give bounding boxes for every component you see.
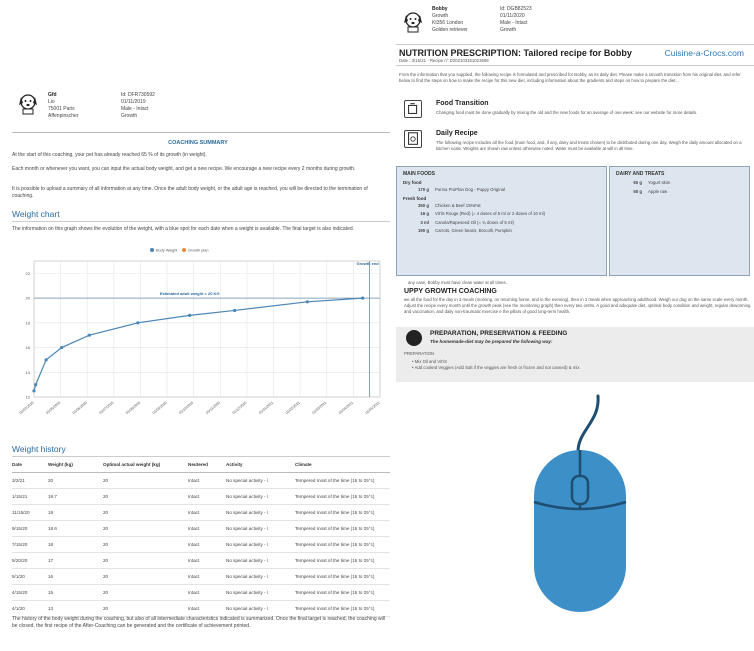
daily-text: The following recipe includes all the food (main food, and, if any, dairy and treats chosen) to be distributed during one day. Weigh the daily amount allocated on a kitchen scale. Weights are shown raw unless otherwise noted. Water must be available at will in all time. xyxy=(436,140,742,151)
table-cell: 19.7 xyxy=(48,494,57,499)
plot-frame xyxy=(34,261,380,397)
y-tick-label: 18 xyxy=(25,320,30,326)
pet-name: Bobby xyxy=(432,6,448,12)
table-cell: 20 xyxy=(103,510,109,515)
y-tick-label: 12 xyxy=(25,394,30,400)
column-header: Weight (kg) xyxy=(48,462,73,467)
food-transition-section xyxy=(404,100,754,126)
weight-chart-text: The information on this graph shows the evolution of the weight, with a blue spot for each date when a weight is available. The final target is also indicated. xyxy=(12,226,355,232)
scale-icon xyxy=(404,130,422,148)
legend-swatch xyxy=(150,248,154,252)
pet-header xyxy=(396,3,754,43)
weight-history-table xyxy=(12,457,390,617)
dairy-row xyxy=(616,189,743,195)
prep-label: PREPARATION xyxy=(404,351,435,356)
coaching-p1: At the start of this coaching, your pet has already reached 65 % of its growth (in weight). xyxy=(12,152,207,158)
x-tick-label: 01/01/2021 xyxy=(258,400,275,416)
y-tick-label: 20 xyxy=(25,295,30,301)
data-point xyxy=(34,383,37,386)
fresh-food-row xyxy=(403,228,600,234)
quantity: 190 g xyxy=(418,228,429,233)
table-cell: Intact xyxy=(188,590,200,595)
quantity: 350 g xyxy=(418,202,429,208)
column-header: Neutered xyxy=(188,462,208,467)
x-tick-label: 01/09/2020 xyxy=(151,400,168,416)
column-header: Date xyxy=(12,462,22,467)
pet-id: Id: DFR730592 xyxy=(121,92,155,98)
data-point xyxy=(233,309,236,312)
table-row xyxy=(12,489,390,505)
recipe-subtitle: Date : 3/15/21 - Recipe n° D202103151023608 xyxy=(399,58,489,63)
table-cell: Tempered most of the time (15 to 25°c) xyxy=(295,526,375,531)
history-title: Weight history xyxy=(12,444,66,454)
puppy-text: we all the food for the day in 3 meals (morning, on returning home, and in the evening), then in 2 meals when approaching adulthood. Weigh our dog on the same scale every month. Adjust the recipe every month until the growth peak (see the monitoring graph) then every two onths. A good and adequate diet, optimal body condition and weight, regular deworming and vaccination, and daily non-traumatic exercise e the pillars of good long-term health. xyxy=(404,297,751,314)
table-cell: 11/15/20 xyxy=(12,510,30,515)
mouse-wheel xyxy=(572,476,588,504)
table-cell: No special activity - / xyxy=(226,606,269,611)
column-header: Optimal actual weight (kg) xyxy=(103,462,161,467)
table-cell: No special activity - / xyxy=(226,590,269,595)
x-tick-label: 01/11/2020 xyxy=(205,400,221,415)
table-cell: Intact xyxy=(188,494,200,499)
data-point xyxy=(45,358,48,361)
table-cell: 5/1/20 xyxy=(12,574,25,579)
main-foods-box xyxy=(396,166,607,276)
intro-text: From the information that you supplied, the following recipe is formulated and prescribed for Bobby, as its daily diet. Please make a smooth transition from his original diet, and refer below to find the steps on how to make the recipe for this new diet, including information about the gradients and steps on how to prepare the diet... xyxy=(399,72,741,83)
transition-text: Changing food must be done gradually by mixing the old and the new foods for an average of one week: see our website for more details. xyxy=(436,110,698,115)
coaching-p2: Each month or whenever you want, you can input the actual body weight, and get a new recipe. We encourage a new recipe every 2 months during growth. xyxy=(12,166,356,172)
table-cell: 3/2/21 xyxy=(12,478,25,483)
table-cell: 20 xyxy=(103,558,109,563)
x-tick-label: 01/10/2020 xyxy=(178,400,195,416)
growth-end-label: Growth end xyxy=(356,261,379,266)
quantity: 60 g xyxy=(633,180,642,185)
pet-name: Gfd xyxy=(48,92,57,98)
quantity: 16 g xyxy=(420,211,429,216)
table-cell: 20 xyxy=(103,526,109,531)
mouse-cable xyxy=(578,396,598,452)
ingredient: Chicken & Beef 15%Fat xyxy=(435,202,481,208)
prep-sub: The homemade-diet may be prepared the following way: xyxy=(430,339,553,344)
table-row xyxy=(12,569,390,585)
table-cell: No special activity - / xyxy=(226,558,269,563)
dairy-list xyxy=(616,180,743,194)
pet-id: Id: DGB82523 xyxy=(500,6,532,12)
table-row xyxy=(12,473,390,489)
prep-section xyxy=(396,327,754,382)
table-cell: Intact xyxy=(188,510,200,515)
table-cell: 20 xyxy=(103,494,109,499)
table-cell: 13 xyxy=(48,606,54,611)
page-title: NUTRITION PRESCRIPTION: Tailored recipe for Bobby xyxy=(399,48,632,58)
history-footer: The history of the body weight during the coaching, but also of all intermediate characteristics indicated is summarized. Once the final target is reached, the coaching will be closed, the first recipe of the After-Coaching can be generated and the certificate of achievement printed. xyxy=(12,616,385,629)
dry-food-row xyxy=(403,187,600,193)
divider xyxy=(12,132,390,133)
prep-steps xyxy=(412,359,580,371)
prep-step: • Mix Oil and Vit'iS xyxy=(412,359,447,364)
ingredient: Apple raw xyxy=(648,188,668,194)
ingredient: Carrots, Green beans, Brocolli, Pumpkin xyxy=(435,228,512,233)
table-cell: 5/20/20 xyxy=(12,558,28,563)
table-cell: 18 xyxy=(48,542,54,547)
brand-logo: Cuisine-a-Crocs.com xyxy=(664,48,744,58)
dry-food-list xyxy=(403,187,600,193)
table-row xyxy=(12,521,390,537)
table-cell: Intact xyxy=(188,574,200,579)
table-cell: Tempered most of the time (15 to 25°c) xyxy=(295,478,375,483)
daily-heading: Daily Recipe xyxy=(436,130,478,137)
x-tick-label: 01/05/2021 xyxy=(364,400,381,416)
y-tick-label: 14 xyxy=(25,369,30,375)
table-cell: Intact xyxy=(188,558,200,563)
x-tick-label: 01/08/2020 xyxy=(125,400,142,416)
table-cell: 15 xyxy=(48,590,54,595)
main-foods-heading: MAIN FOODS xyxy=(403,171,435,177)
table-row xyxy=(12,585,390,601)
pet-birth: 01/11/2019 xyxy=(121,99,146,105)
table-cell: 9/15/20 xyxy=(12,526,28,531)
table-cell: Intact xyxy=(188,606,200,611)
data-point xyxy=(60,346,63,349)
pet-birth: 01/11/2020 xyxy=(500,13,525,19)
pet-age: Growth xyxy=(432,13,449,19)
ingredient: Canola/Rapeseed Oil (= ¾ doses of 5 ml) xyxy=(435,219,514,225)
data-point xyxy=(306,300,309,303)
y-tick-label: 22 xyxy=(25,270,30,276)
table-cell: Intact xyxy=(188,526,200,531)
pet-sex: Male - Intact xyxy=(121,106,149,112)
chef-icon xyxy=(406,330,422,346)
ingredient: Purina ProPlan Dog - Puppy Original xyxy=(435,187,505,192)
table-cell: No special activity - / xyxy=(226,574,269,579)
fresh-food-list xyxy=(403,203,600,234)
table-cell: Intact xyxy=(188,542,200,547)
dairy-treats-box xyxy=(609,166,750,276)
x-tick-label: 01/05/2020 xyxy=(45,400,62,416)
coaching-title: COACHING SUMMARY xyxy=(168,140,228,146)
dog-icon xyxy=(16,91,40,115)
puppy-heading: UPPY GROWTH COACHING xyxy=(404,288,497,295)
pet-owner: Lio xyxy=(48,99,55,105)
table-row xyxy=(12,601,390,617)
table-row xyxy=(12,553,390,569)
title-bar xyxy=(396,44,754,66)
table-cell: Tempered most of the time (15 to 25°c) xyxy=(295,606,375,611)
table-cell: Tempered most of the time (15 to 25°c) xyxy=(295,510,375,515)
data-point xyxy=(32,389,35,392)
x-tick-label: 01/03/2021 xyxy=(311,400,328,416)
pet-stage: Growth xyxy=(500,27,517,33)
table-cell: 20 xyxy=(103,542,109,547)
target-label: Estimated adult weight = 20 KG xyxy=(159,291,220,297)
dog-icon xyxy=(401,9,425,33)
table-cell: No special activity - / xyxy=(226,510,269,515)
table-cell: Tempered most of the time (15 to 25°c) xyxy=(295,574,375,579)
dairy-heading: DAIRY AND TREATS xyxy=(616,171,665,177)
prep-heading: PREPARATION, PRESERVATION & FEEDING xyxy=(430,330,568,337)
x-tick-label: 01/12/2020 xyxy=(231,400,248,416)
body-weight-line xyxy=(34,298,363,391)
table-cell: 20 xyxy=(103,478,109,483)
data-point xyxy=(188,314,191,317)
ingredient: Yogurt skim xyxy=(648,180,671,185)
fresh-food-row xyxy=(403,220,600,226)
table-cell: 20 xyxy=(103,574,109,579)
pet-address: 75001 Paris xyxy=(48,106,75,112)
table-cell: 7/15/20 xyxy=(12,542,28,547)
table-cell: Intact xyxy=(188,478,200,483)
weight-chart xyxy=(12,245,392,443)
y-tick-label: 16 xyxy=(25,345,30,351)
table-cell: 17 xyxy=(48,558,54,563)
weight-chart-title: Weight chart xyxy=(12,209,60,219)
x-tick-label: 01/07/2020 xyxy=(98,400,115,416)
table-cell: Tempered most of the time (15 to 25°c) xyxy=(295,542,375,547)
table-cell: 4/1/20 xyxy=(12,606,25,611)
x-tick-label: 01/04/2021 xyxy=(338,400,355,416)
daily-recipe-section xyxy=(404,130,754,164)
data-point xyxy=(361,296,364,299)
nutrition-prescription-doc xyxy=(396,0,754,382)
pet-stage: Growth xyxy=(121,113,138,119)
table-cell: 16 xyxy=(48,574,54,579)
computer-mouse-icon xyxy=(520,390,650,625)
column-header: Climate xyxy=(295,462,312,467)
table-cell: Tempered most of the time (15 to 25°c) xyxy=(295,558,375,563)
table-cell: 20 xyxy=(103,590,109,595)
coaching-p3: It is possible to upload a summary of all information at any time. Once the adult body weight, or the adult age is reached, you will be directed to the termination of coaching. xyxy=(12,186,368,199)
pet-sex: Male - Intact xyxy=(500,20,528,26)
table-cell: 19 xyxy=(48,510,54,515)
data-point xyxy=(136,321,139,324)
dry-food-label: Dry food xyxy=(403,180,422,185)
table-cell: 20 xyxy=(103,606,109,611)
table-cell: No special activity - / xyxy=(226,526,269,531)
transition-icon xyxy=(404,100,422,118)
table-cell: No special activity - / xyxy=(226,542,269,547)
table-cell: No special activity - / xyxy=(226,478,269,483)
fresh-food-row xyxy=(403,203,600,209)
table-cell: Tempered most of the time (15 to 25°c) xyxy=(295,494,375,499)
table-cell: Tempered most of the time (15 to 25°c) xyxy=(295,590,375,595)
legend-label: Body Weight xyxy=(156,248,178,253)
quantity: 50 g xyxy=(633,188,642,194)
legend-label: Growth plan xyxy=(188,248,209,253)
dairy-row xyxy=(616,180,743,186)
x-tick-label: 01/03/2020 xyxy=(18,400,35,416)
divider xyxy=(12,221,390,222)
transition-heading: Food Transition xyxy=(436,100,489,107)
table-header xyxy=(12,457,390,473)
water-note: any case, Bobby must have clean water at all times. xyxy=(408,280,507,285)
coaching-summary-doc xyxy=(0,85,396,651)
table-cell: 4/15/20 xyxy=(12,590,28,595)
fresh-food-label: Fresh food xyxy=(403,195,427,201)
table-cell: 1/15/21 xyxy=(12,494,28,499)
prep-step: • Add cooked Veggies (Add Salt if the veggies are fresh or frozen and not canned) & mix xyxy=(412,365,580,370)
table-cell: 20 xyxy=(48,478,54,483)
x-tick-label: 01/06/2020 xyxy=(71,400,88,416)
quantity: 3 ml xyxy=(420,219,429,225)
pet-breed: Affenpinscher xyxy=(48,113,79,119)
table-row xyxy=(12,505,390,521)
column-header: Activity xyxy=(226,462,243,467)
data-point xyxy=(88,334,91,337)
ingredient: Vit'iS Rouge (Red) (= 4 doses of 5 ml or 2 doses of 10 ml) xyxy=(435,211,546,216)
fresh-food-row xyxy=(403,211,600,217)
table-cell: 18.6 xyxy=(48,526,57,531)
legend-swatch xyxy=(182,248,186,252)
table-row xyxy=(12,537,390,553)
pet-address: Kt356 London xyxy=(432,20,464,26)
table-cell: No special activity - / xyxy=(226,494,269,499)
pet-breed: Golden retriever xyxy=(432,27,468,33)
quantity: 170 g xyxy=(418,187,429,192)
x-tick-label: 01/02/2021 xyxy=(284,400,301,416)
